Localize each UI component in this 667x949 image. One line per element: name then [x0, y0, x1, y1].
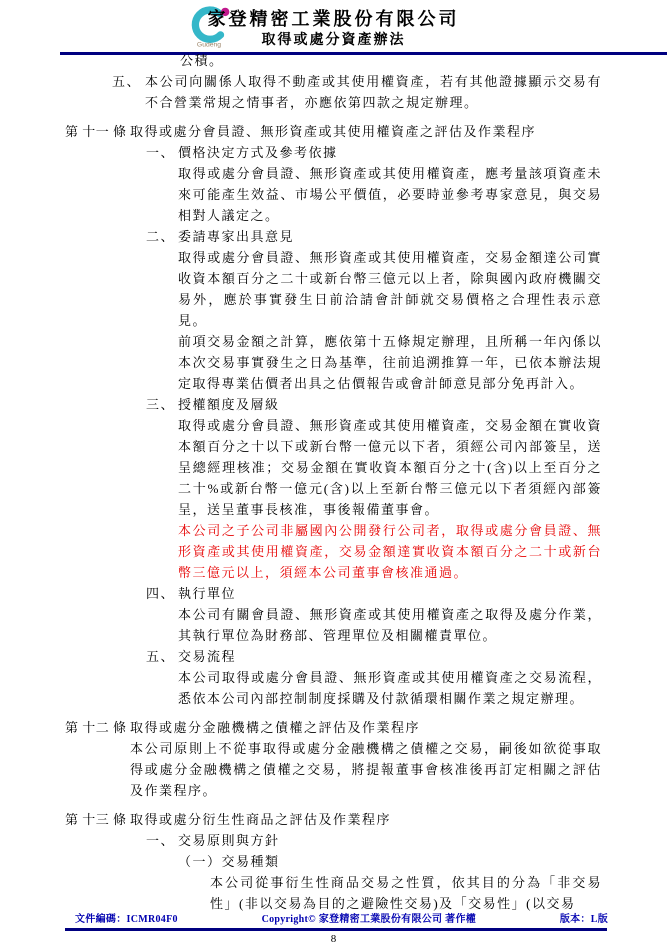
document-header: [0, 0, 667, 52]
list-item: [178, 851, 602, 872]
gudeng-logo-text: Gudeng: [196, 41, 222, 49]
article-heading: [65, 121, 602, 142]
list-item-number: 二、: [146, 229, 176, 244]
list-item: [146, 226, 602, 247]
document-body: [65, 50, 602, 914]
list-item-number: （一）: [178, 854, 222, 869]
list-item-number: 一、: [146, 145, 176, 160]
paragraph: 取得或處分會員證、無形資產或其使用權資產，交易金額達公司實收資本額百分之二十或新台幣三億元以上者，除與國內政府機關交易外，應於事實發生日前洽請會計師就交易價格之合理性表示意見。: [178, 250, 602, 328]
paragraph: 本公司取得或處分會員證、無形資產或其使用權資產之交易流程，悉依本公司內部控制制度採購及付款循環相關作業之規定辦理。: [178, 670, 602, 706]
list-item-text: 委請專家出具意見: [178, 229, 295, 244]
list-item: [146, 830, 602, 851]
paragraph-red-warning: 本公司之子公司非屬國內公開發行公司者，取得或處分會員證、無形資產或其使用權資產，交易金額達實收資本額百分之二十或新台幣三億元以上，須經本公司董事會核准通過。: [178, 523, 602, 580]
list-item: [146, 394, 602, 415]
list-item-number: 五、: [112, 74, 142, 89]
paragraph-continuation: 公積。: [180, 53, 224, 68]
list-item: [146, 583, 602, 604]
paragraph: 取得或處分會員證、無形資產或其使用權資產，應考量該項資產未來可能產生效益、市場公平價值，必要時並參考專家意見，與交易相對人議定之。: [178, 166, 602, 223]
list-item-number: 一、: [146, 833, 176, 848]
article-heading: [65, 717, 602, 738]
document-code: 文件編碼：ICMR04F0: [75, 914, 178, 925]
list-item-number: 三、: [146, 397, 176, 412]
article-heading: [65, 809, 602, 830]
version-label: 版本：L版: [559, 914, 608, 925]
list-item-number: 四、: [146, 586, 176, 601]
list-item-text: 價格決定方式及參考依據: [178, 145, 338, 160]
article-label: 第 十二 條: [65, 720, 127, 735]
list-item: [146, 646, 602, 667]
list-item: [112, 71, 602, 113]
list-item-text: 交易原則與方針: [178, 833, 280, 848]
paragraph: 本公司有關會員證、無形資產或其使用權資產之取得及處分作業，其執行單位為財務部、管理單位及相關權責單位。: [178, 607, 602, 643]
paragraph: 取得或處分會員證、無形資產或其使用權資產，交易金額在實收資本額百分之十以下或新台幣一億元以下者，須經公司內部簽呈，送呈總經理核准；交易金額在實收資本額百分之十(含)以上至百分之二十%或新台幣一億元(含)以上至新台幣三億元以下者須經內部簽呈，送呈董事長核准，事後報備董事會。: [178, 418, 602, 517]
footer-divider: [65, 928, 607, 931]
header-titles: [0, 9, 667, 49]
footer-info-row: [0, 913, 667, 926]
list-item-text: 執行單位: [178, 586, 237, 601]
article-label: 第 十一 條: [65, 124, 127, 139]
copyright-notice: Copyright© 家登精密工業股份有限公司 著作權: [261, 914, 477, 925]
paragraph: 本公司原則上不從事取得或處分金融機構之債權之交易，嗣後如欲從事取得或處分金融機構之債權之交易，將提報董事會核准後再訂定相關之評估及作業程序。: [130, 741, 602, 798]
article-title: 取得或處分衍生性商品之評估及作業程序: [130, 812, 392, 827]
list-item-number: 五、: [146, 649, 176, 664]
paragraph: 前項交易金額之計算，應依第十五條規定辦理，且所稱一年內係以本次交易事實發生之日為基準，往前追溯推算一年，已依本辦法規定取得專業估價者出具之估價報告或會計師意見部分免再計入。: [178, 334, 602, 391]
list-item-text: 授權額度及層級: [178, 397, 280, 412]
list-item: [146, 142, 602, 163]
company-name: 家登精密工業股份有限公司: [207, 9, 460, 29]
paragraph: 本公司從事衍生性商品交易之性質，依其目的分為「非交易性」(非以交易為目的之避險性交易)及「交易性」(以交易: [210, 875, 602, 911]
document-title: 取得或處分資產辦法: [261, 33, 406, 48]
article-title: 取得或處分金融機構之債權之評估及作業程序: [130, 720, 421, 735]
list-item-text: 交易流程: [178, 649, 237, 664]
list-item-text: 本公司向關係人取得不動產或其使用權資產，若有其他證據顯示交易有不合營業常規之情事者，亦應依第四款之規定辦理。: [145, 74, 602, 110]
article-label: 第 十三 條: [65, 812, 127, 827]
document-footer: [0, 913, 667, 946]
article-title: 取得或處分會員證、無形資產或其使用權資產之評估及作業程序: [130, 124, 537, 139]
list-item-text: 交易種類: [221, 854, 280, 869]
page-number: 8: [330, 933, 337, 945]
